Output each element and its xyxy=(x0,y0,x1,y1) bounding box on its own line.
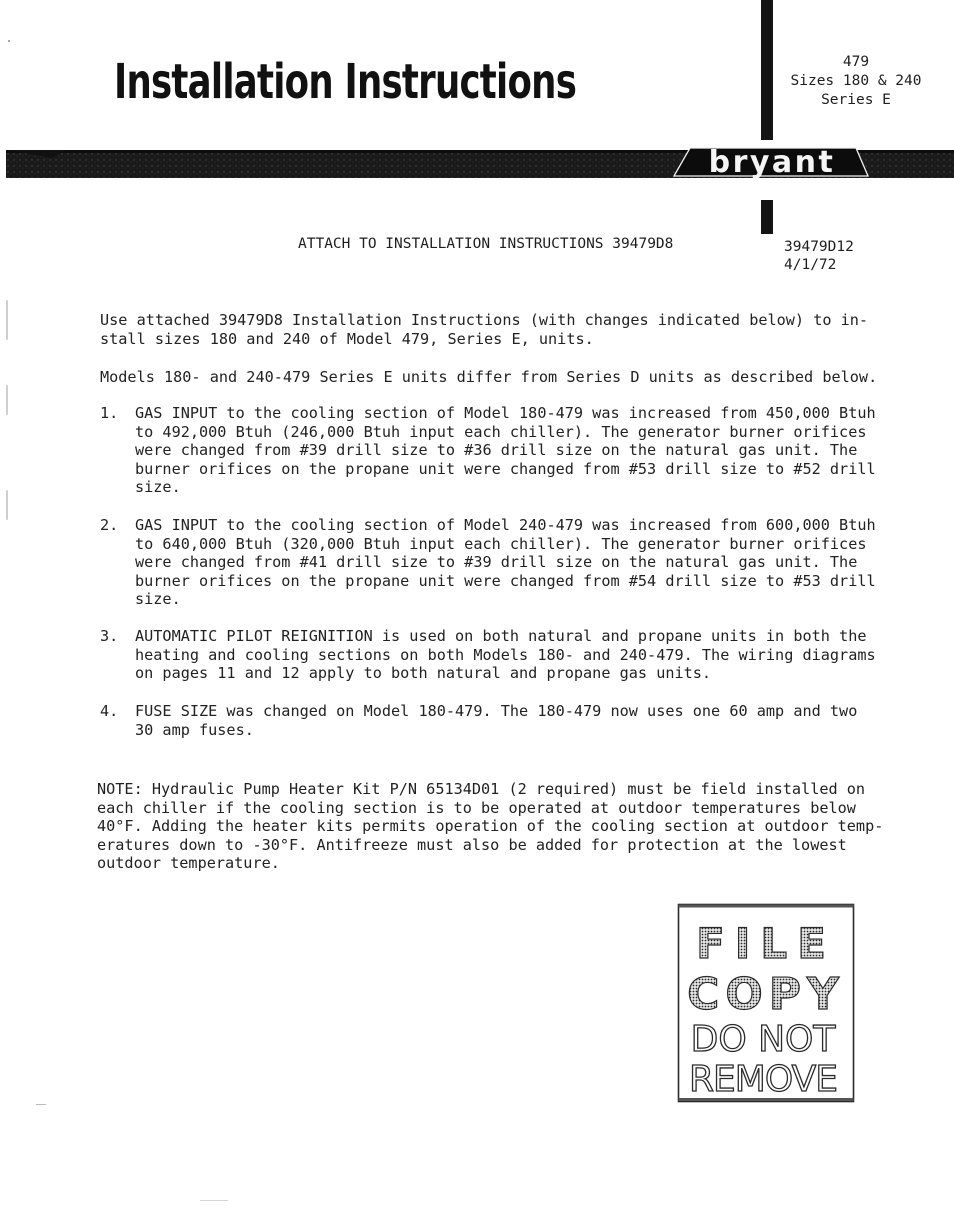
differ-paragraph: Models 180- and 240-479 Series E units differ from Series D units as described below. xyxy=(100,368,878,386)
page-title: Installation Instructions xyxy=(114,54,577,110)
model-info xyxy=(786,53,926,110)
model-series: Series E xyxy=(821,92,891,108)
item-text: AUTOMATIC PILOT REIGNITION is used on both natural and propane units in both the heating and cooling sections on both Models 180- and 240-479. The wiring diagrams on pages 11 and 12 apply to both natural and propane gas units. xyxy=(135,627,876,682)
item-number: 4. xyxy=(100,702,119,720)
attach-line: ATTACH TO INSTALLATION INSTRUCTIONS 39479D8 xyxy=(298,236,674,252)
document-id xyxy=(784,238,854,274)
item-text: GAS INPUT to the cooling section of Model 180-479 was increased from 450,000 Btuh to 492,000 Btuh (246,000 Btuh input each chiller). The generator burner orifices were changed from #39 drill size to #36 drill size on the natural gas unit. The burner orifices on the propane unit were changed from #53 drill size to #52 drill size. xyxy=(135,404,876,496)
model-sizes: Sizes 180 & 240 xyxy=(790,73,922,89)
document-date: 4/1/72 xyxy=(784,257,837,273)
scan-mark xyxy=(6,300,8,340)
document-number: 39479D12 xyxy=(784,239,854,255)
model-number: 479 xyxy=(842,54,870,70)
item-text: FUSE SIZE was changed on Model 180-479. The 180-479 now uses one 60 amp and two 30 amp fuses. xyxy=(135,702,858,739)
header-banner xyxy=(6,146,954,178)
item-number: 3. xyxy=(100,627,119,645)
vertical-rule-top xyxy=(761,0,773,140)
scan-speck xyxy=(8,40,10,42)
item-number: 2. xyxy=(100,516,119,534)
scan-mark xyxy=(36,1104,46,1105)
stamp-copy: COPY xyxy=(687,969,845,1020)
item-text: GAS INPUT to the cooling section of Model 240-479 was increased from 600,000 Btuh to 640,000 Btuh (320,000 Btuh input each chiller). The generator burner orifices were changed from #41 drill size to #39 drill size on the natural gas unit. The burner orifices on the propane unit were changed from #54 drill size to #53 drill size. xyxy=(135,516,876,608)
file-copy-stamp xyxy=(677,903,855,1103)
intro-paragraph: Use attached 39479D8 Installation Instructions (with changes indicated below) to in- stall sizes 180 and 240 of Model 479, Series E, units. xyxy=(100,311,869,348)
scan-mark xyxy=(6,490,8,520)
brand-logo: bryant xyxy=(708,146,836,178)
stamp-file: FILE xyxy=(696,919,836,968)
vertical-rule-bottom xyxy=(761,200,773,234)
scan-mark xyxy=(6,385,8,415)
item-number: 1. xyxy=(100,404,119,422)
note-paragraph: NOTE: Hydraulic Pump Heater Kit P/N 65134D01 (2 required) must be field installed on each chiller if the cooling section is to be operated at outdoor temperatures below 40°F. Adding the heater kits permits operation of the cooling section at outdoor temp- eratures down to -30°F. Antifreeze must also be added for protection at the lowest outdoor temperature. xyxy=(97,780,884,872)
scan-mark xyxy=(200,1200,228,1201)
stamp-do-not: DO NOT xyxy=(690,1019,836,1060)
stamp-remove: REMOVE xyxy=(689,1059,837,1100)
